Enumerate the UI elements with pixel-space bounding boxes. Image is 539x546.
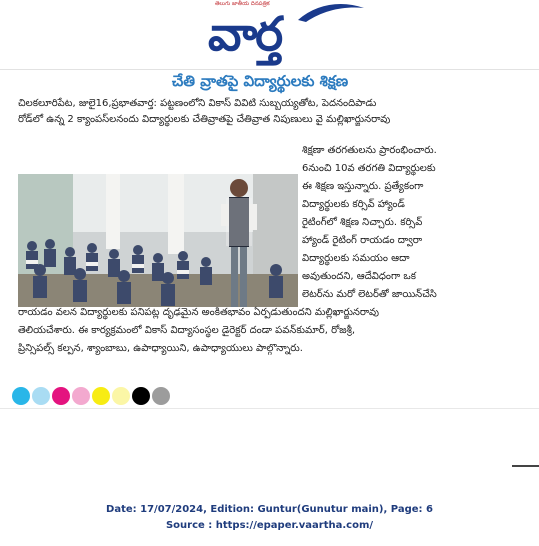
crop-mark [512, 465, 539, 467]
classroom-photo [18, 174, 298, 307]
page-edge-line [0, 408, 539, 409]
light-yellow-swatch [112, 387, 130, 405]
logo-swoosh-icon [296, 2, 366, 24]
article-line: లెటర్‌ను మరో లెటర్‌తో జాయిన్‌చేసి [302, 289, 437, 300]
article-line: ప్రిన్సిపల్స్ కల్పన, శ్యాంబాబు, ఉపాధ్యాయిని, ఉపాధ్యాయులు పాల్గొన్నారు. [18, 343, 303, 354]
article-line: విద్యార్థులకు సమయం ఆదా [302, 253, 410, 264]
light-cyan-swatch [32, 387, 50, 405]
article-headline: చేతి వ్రాతపై విద్యార్థులకు శిక్షణ [171, 72, 349, 90]
grey-swatch [152, 387, 170, 405]
article-line: చిలకలూరిపేట, జులై16,ప్రభాతవార్త: పట్టణంలోని వికాస్ వివిటి సుబ్బయ్యతోట, పెదనందిపాడు [18, 98, 377, 109]
black-swatch [132, 387, 150, 405]
masthead-tagline: తెలుగు జాతీయ దినపత్రిక [215, 1, 270, 7]
article-line: 6నుంచి 10వ తరగతి విద్యార్థులకు [302, 163, 436, 174]
yellow-swatch [92, 387, 110, 405]
article-line: హ్యాండ్ రైటింగ్ రాయడం ద్వారా [302, 235, 423, 246]
article-line: తెలియచేశారు. ఈ కార్యక్రమంలో వికాస్ విద్యాసంస్థల డైరెక్టర్ దండా పవన్‌కుమార్, రోజశ్రీ, [18, 325, 356, 336]
footer-source: Source : https://epaper.vaartha.com/ [165, 520, 374, 531]
article-line: శిక్షణా తరగతులను ప్రారంభించారు. [302, 145, 437, 156]
registration-swatches [12, 386, 170, 406]
article-line: అవుతుందని, ఆదేవిధంగా ఒక [302, 271, 416, 282]
article-line: విద్యార్థులకు కర్సివ్ హ్యాండ్ [302, 199, 405, 210]
light-magenta-swatch [72, 387, 90, 405]
article-line: రైటింగ్‌లో శిక్షణ నిచ్చారు. కర్సివ్ [302, 217, 423, 228]
newspaper-logo: వార్త [208, 7, 282, 62]
magenta-swatch [52, 387, 70, 405]
footer-date-edition: Date: 17/07/2024, Edition: Guntur(Gunutur main), Page: 6 [106, 504, 433, 515]
article-line: ఈ శిక్షణ ఇస్తున్నారు. ప్రత్యేకంగా [302, 181, 424, 192]
cyan-swatch [12, 387, 30, 405]
masthead-divider [0, 69, 539, 70]
article-line: రాయడం వలన విద్యార్థులకు పనిపట్ల దృఢమైన అంకితభావం ఏర్పడుతుందని మల్లిఖార్జునరావు [18, 307, 379, 318]
article-line: రోడ్‌లో ఉన్న 2 క్యాంపస్‌లనందు విద్యార్థులకు చేతివ్రాతపై చేతివ్రాత నిపుణులు వై మల్లిఖార్జునరావు [18, 114, 391, 125]
